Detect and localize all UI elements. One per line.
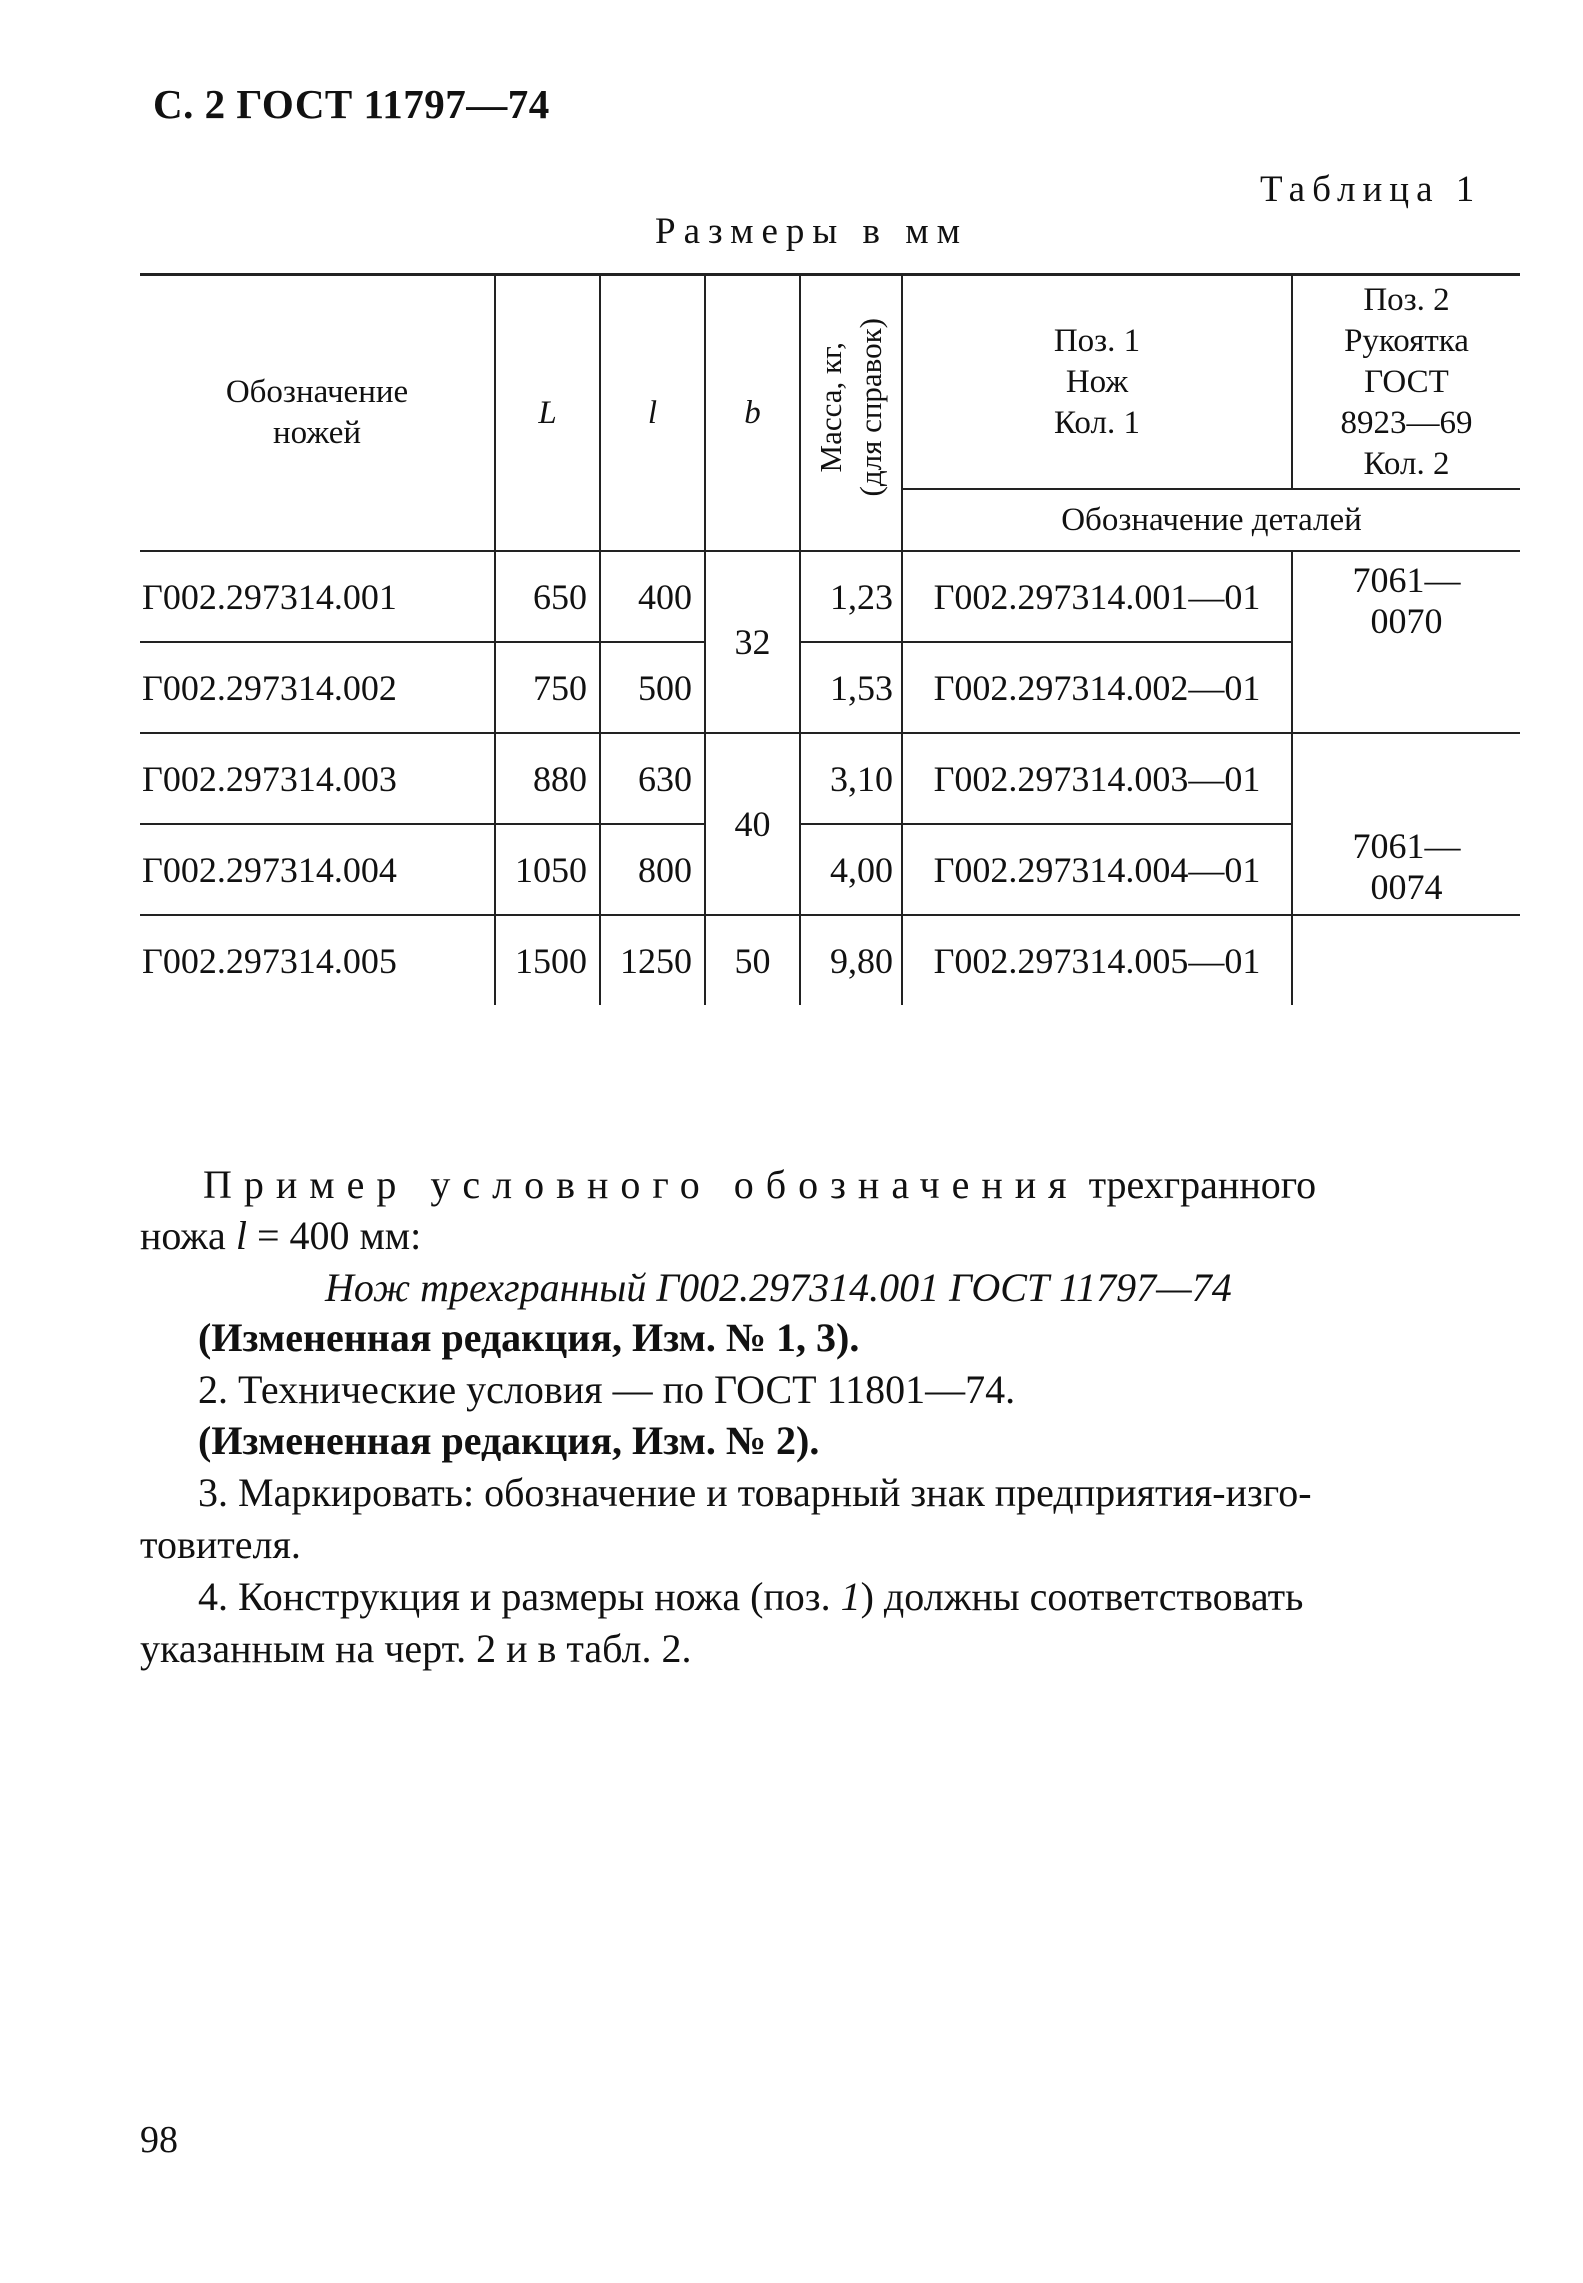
cell-L: 880 [495,733,600,824]
table-row [140,733,1520,824]
item-4-continued: указанным на черт. 2 и в табл. 2. [140,1626,692,1671]
cell-designation: Г002.297314.005 [140,915,495,1005]
cell-mass: 4,00 [800,824,902,915]
item-4-suffix: ) должны соответствовать [860,1574,1304,1619]
example-line2-symbol: l [235,1213,247,1258]
cell-pos2: 7061— 0070 [1292,551,1520,733]
table-row [140,915,1520,1005]
cell-l: 500 [600,642,705,733]
example-heading [203,1160,1523,1210]
cell-mass: 1,53 [800,642,902,733]
cell-b: 32 [705,551,800,733]
cell-pos1: Г002.297314.002—01 [902,642,1292,733]
cell-L: 650 [495,551,600,642]
header-L: L [495,275,600,552]
cell-designation: Г002.297314.002 [140,642,495,733]
header-mass: Масса, кг, (для справок) [800,275,902,552]
cell-pos1: Г002.297314.005—01 [902,915,1292,1005]
table-caption: Таблица 1 [1260,169,1482,210]
cell-L: 750 [495,642,600,733]
header-b: b [705,275,800,552]
amendment-note-1: (Измененная редакция, Изм. № 1, 3). [198,1315,860,1360]
example-line2 [140,1211,421,1261]
item-2: 2. Технические условия — по ГОСТ 11801—74. [198,1367,1016,1412]
cell-designation: Г002.297314.004 [140,824,495,915]
page-header: С. 2 ГОСТ 11797—74 [153,81,550,127]
example-rest-text: трехгранного [1088,1162,1317,1207]
item-3-continued: товителя. [140,1522,301,1567]
cell-l: 1250 [600,915,705,1005]
table-row [140,551,1520,642]
cell-pos1: Г002.297314.003—01 [902,733,1292,824]
item-4-position: 1 [840,1574,861,1619]
cell-mass: 3,10 [800,733,902,824]
example-spaced-text: Пример условного обозначения [203,1162,1079,1207]
example-line2-prefix: ножа [140,1213,236,1258]
example-line2-suffix: = 400 мм: [246,1213,422,1258]
cell-l: 630 [600,733,705,824]
cell-b: 50 [705,915,800,1005]
cell-pos2: 7061— 0074 [1292,733,1520,915]
header-parts: Обозначение деталей [902,489,1520,551]
dimensions-note: Размеры в мм [655,211,969,252]
header-pos2: Поз. 2 Рукоятка ГОСТ 8923—69 Кол. 2 [1292,275,1520,490]
item-3: 3. Маркировать: обозначение и товарный знак предприятия-изго- [198,1470,1312,1515]
cell-L: 1050 [495,824,600,915]
cell-l: 800 [600,824,705,915]
knife-spec-table [140,273,1520,1005]
italic-example: Нож трехгранный Г002.297314.001 ГОСТ 11797—74 [325,1265,1232,1310]
cell-pos2-empty [1292,915,1520,1005]
cell-mass: 9,80 [800,915,902,1005]
cell-L: 1500 [495,915,600,1005]
cell-pos1: Г002.297314.001—01 [902,551,1292,642]
item-4 [198,1572,1523,1622]
cell-l: 400 [600,551,705,642]
header-pos1: Поз. 1 Нож Кол. 1 [902,275,1292,490]
cell-mass: 1,23 [800,551,902,642]
amendment-note-2: (Измененная редакция, Изм. № 2). [198,1418,820,1463]
cell-designation: Г002.297314.001 [140,551,495,642]
item-4-prefix: 4. Конструкция и размеры ножа (поз. [198,1574,841,1619]
cell-b: 40 [705,733,800,915]
page-number: 98 [140,2119,178,2161]
header-l: l [600,275,705,552]
cell-designation: Г002.297314.003 [140,733,495,824]
header-designation: Обозначение ножей [140,275,495,552]
cell-pos1: Г002.297314.004—01 [902,824,1292,915]
